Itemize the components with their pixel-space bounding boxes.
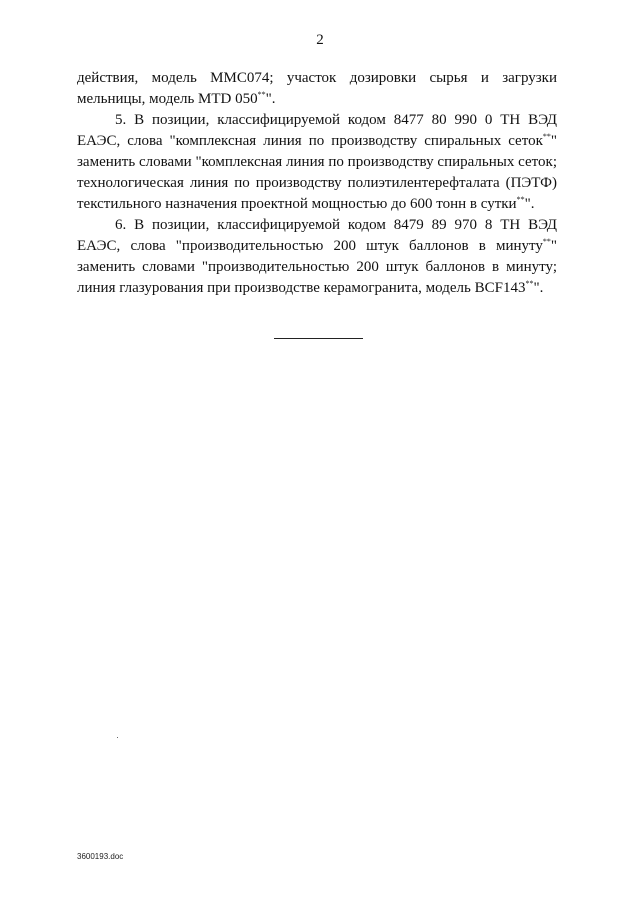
footnote-mark: ** [516,195,525,204]
footnote-mark: ** [257,90,266,99]
footer-doc-code: 3600193.doc [77,852,124,861]
paragraph-item-5: 5. В позиции, классифицируемой кодом 8477 80 990 0 ТН ВЭД ЕАЭС, слова "комплексная линия по производству спиральных сеток**" заменить словами "комплексная линия по производству спиральных сеток; технологическая линия по производству полиэтилентерефталата (ПЭТФ) текстильного назначения проектной мощностью до 600 тонн в сутки**". [77,112,557,212]
footnote-mark: ** [525,279,534,288]
scan-dot [117,737,118,738]
footnote-mark: ** [542,237,551,246]
footnote-mark: ** [542,132,551,141]
paragraph-continuation: действия, модель ММС074; участок дозировки сырья и загрузки мельницы, модель MTD 050**". [77,70,557,107]
document-body [77,68,557,299]
section-divider [274,338,363,339]
paragraph-item-6: 6. В позиции, классифицируемой кодом 8479 89 970 8 ТН ВЭД ЕАЭС, слова "производительностью 200 штук баллонов в минуту**" заменить словами "производительностью 200 штук баллонов в минуту; линия глазурования при производстве керамогранита, модель BCF143**". [77,217,557,296]
page-number: 2 [316,32,324,48]
